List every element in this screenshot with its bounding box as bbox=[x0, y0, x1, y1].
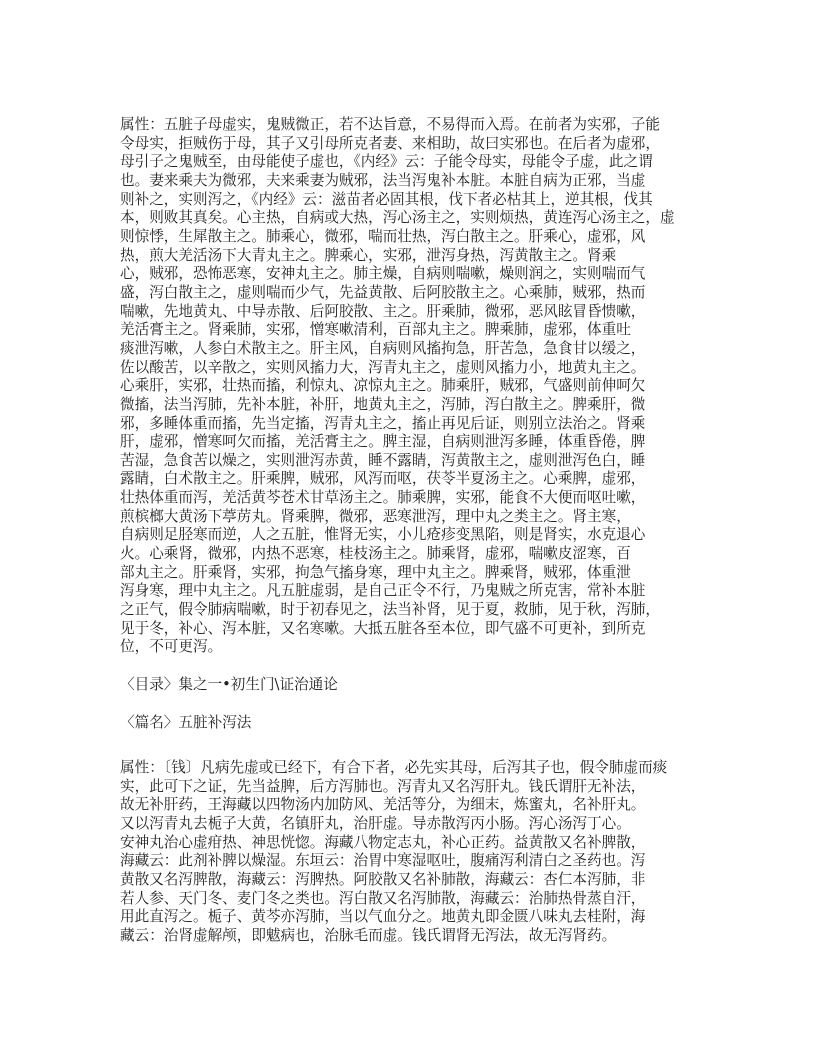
text-line: 壮热体重而泻，羌活黄芩苍术甘草汤主之。肺乘脾，实邪，能食不大便而呕吐嗽， bbox=[120, 489, 646, 507]
section-1-body bbox=[120, 116, 720, 657]
text-line: 则惊悸，生犀散主之。肺乘心，微邪，喘而壮热，泻白散主之。肝乘心，虚邪，风 bbox=[120, 227, 646, 245]
text-line: 母引子之鬼贼至，由母能使子虚也，《内经》云：子能令母实，母能令子虚，此之谓 bbox=[120, 153, 653, 171]
text-line: 苦湿，急食苦以燥之，实则泄泻赤黄，睡不露睛，泻黄散主之，虚则泄泻色白，睡 bbox=[120, 451, 646, 469]
text-line: 本，则败其真矣。心主热，自病或大热，泻心汤主之，实则烦热，黄连泻心汤主之，虚 bbox=[120, 209, 675, 227]
text-line: 火。心乘肾，微邪，内热不恶寒，桂枝汤主之。肺乘肾，虚邪，喘嗽皮涩寒，百 bbox=[120, 545, 631, 563]
text-line: 热，煎大羌活汤下大青丸主之。脾乘心，实邪，泄泻身热，泻黄散主之。肾乘 bbox=[120, 246, 617, 264]
text-line: 属性：五脏子母虚实，鬼贼微正，若不达旨意，不易得而入焉。在前者为实邪，子能 bbox=[120, 116, 660, 133]
text-line: 肝，虚邪，憎寒呵欠而搐，羌活膏主之。脾主湿，自病则泄泻多睡，体重昏倦，脾 bbox=[120, 433, 646, 451]
text-line: 羌活膏主之。肾乘肺，实邪，憎寒嗽清利，百部丸主之。脾乘肺，虚邪，体重吐 bbox=[120, 321, 631, 339]
text-line: 部丸主之。肝乘肾，实邪，拘急气搐身寒，理中丸主之。脾乘肾，贼邪，体重泄 bbox=[120, 563, 631, 581]
text-line: 令母实，拒贼伤于母，其子又引母所克者妻、来相助，故曰实邪也。在后者为虚邪， bbox=[120, 134, 660, 152]
text-line: 藏云：治肾虚解颅，即魃病也，治脉毛而虚。钱氏谓肾无泻法，故无泻肾药。 bbox=[120, 926, 617, 944]
text-line: 实，此可下之证，先当益脾，后方泻肺也。泻青丸又名泻肝丸。钱氏谓肝无补法， bbox=[120, 777, 646, 795]
text-line: 邪，多睡体重而搐，先当定搐，泻青丸主之，搐止再见后证，则别立法治之。肾乘 bbox=[120, 414, 646, 432]
text-line: 见于冬，补心、泻本脏，又名寒嗽。大抵五脏各至本位，即气盛不可更补，到所克 bbox=[120, 619, 646, 637]
section-2-body bbox=[120, 759, 720, 946]
text-line: 自病则足胫寒而逆，人之五脏，惟肾无实，小儿疮疹变黑陷，则是肾实，水克退心 bbox=[120, 526, 646, 544]
text-line: 若人参、天门冬、麦门冬之类也。泻白散又名泻肺散，海藏云：治肺热骨蒸自汗， bbox=[120, 889, 646, 907]
text-line: 痰泄泻嗽，人参白术散主之。肝主风，自病则风搐拘急，肝苦急，急食甘以缓之， bbox=[120, 339, 646, 357]
text-line: 佐以酸苦，以辛散之，实则风搐力大，泻青丸主之，虚则风搐力小，地黄丸主之。 bbox=[120, 358, 646, 376]
text-line: 煎槟榔大黄汤下葶苈丸。肾乘脾，微邪，恶寒泄泻，理中丸之类主之。肾主寒， bbox=[120, 507, 631, 525]
text-line: 位，不可更泻。 bbox=[120, 638, 223, 656]
text-line: 泻身寒，理中丸主之。凡五脏虚弱，是自己正令不行，乃鬼贼之所克害，常补本脏 bbox=[120, 582, 646, 600]
text-line: 黄散又名泻脾散，海藏云：泻脾热。阿胶散又名补肺散，海藏云：杏仁本泻肺，非 bbox=[120, 870, 646, 888]
text-line: 微搐，法当泻肺，先补本脏，补肝，地黄丸主之，泻肺，泻白散主之。脾乘肝，微 bbox=[120, 395, 646, 413]
text-line: 又以泻青丸去栀子大黄，名镇肝丸，治肝虚。导赤散泻丙小肠。泻心汤泻丁心。 bbox=[120, 814, 631, 832]
text-line: 喘嗽，先地黄丸、中导赤散、后阿胶散、主之。肝乘肺，微邪，恶风眩冒昏愦嗽， bbox=[120, 302, 646, 320]
text-line: 露睛，白术散主之。肝乘脾，贼邪，风泻而呕，茯苓半夏汤主之。心乘脾，虚邪， bbox=[120, 470, 646, 488]
text-line: 故无补肝药，王海藏以四物汤内加防风、羌活等分，为细末，炼蜜丸，名补肝丸。 bbox=[120, 796, 646, 814]
text-line: 心，贼邪，恐怖恶寒，安神丸主之。肺主燥，自病则喘嗽，燥则润之，实则喘而气 bbox=[120, 265, 646, 283]
text-line: 盛，泻白散主之，虚则喘而少气，先益黄散、后阿胶散主之。心乘肺，贼邪，热而 bbox=[120, 283, 646, 301]
text-line: 之正气，假令肺病喘嗽，时于初春见之，法当补肾，见于夏，救肺，见于秋，泻肺， bbox=[120, 601, 660, 619]
text-line: 安神丸治心虚疳热、神思恍惚。海藏八物定志丸，补心正药。益黄散又名补脾散， bbox=[120, 833, 646, 851]
text-line: 用此直泻之。栀子、黄芩亦泻肺，当以气血分之。地黄丸即金匮八味丸去桂附，海 bbox=[120, 908, 646, 926]
text-line: 心乘肝，实邪，壮热而搐，利惊丸、凉惊丸主之。肺乘肝，贼邪，气盛则前伸呵欠 bbox=[120, 377, 646, 395]
text-line: 海藏云：此剂补脾以燥湿。东垣云：治胃中寒湿呕吐，腹痛泻利清白之圣药也。泻 bbox=[120, 852, 646, 870]
chapter-title-heading: 〈篇名〉五脏补泻法 bbox=[120, 714, 252, 731]
text-line: 则补之，实则泻之，《内经》云：滋苗者必固其根，伐下者必枯其上，逆其根，伐其 bbox=[120, 190, 653, 208]
text-line: 也。妻来乘夫为微邪，夫来乘妻为贼邪，法当泻鬼补本脏。本脏自病为正邪，当虚 bbox=[120, 171, 646, 189]
catalog-heading: 〈目录〉集之一•初生门\证治通论 bbox=[120, 676, 338, 693]
text-line: 属性：〔钱〕凡病先虚或已经下，有合下者，必先实其母，后泻其子也，假令肺虚而痰 bbox=[120, 759, 668, 776]
